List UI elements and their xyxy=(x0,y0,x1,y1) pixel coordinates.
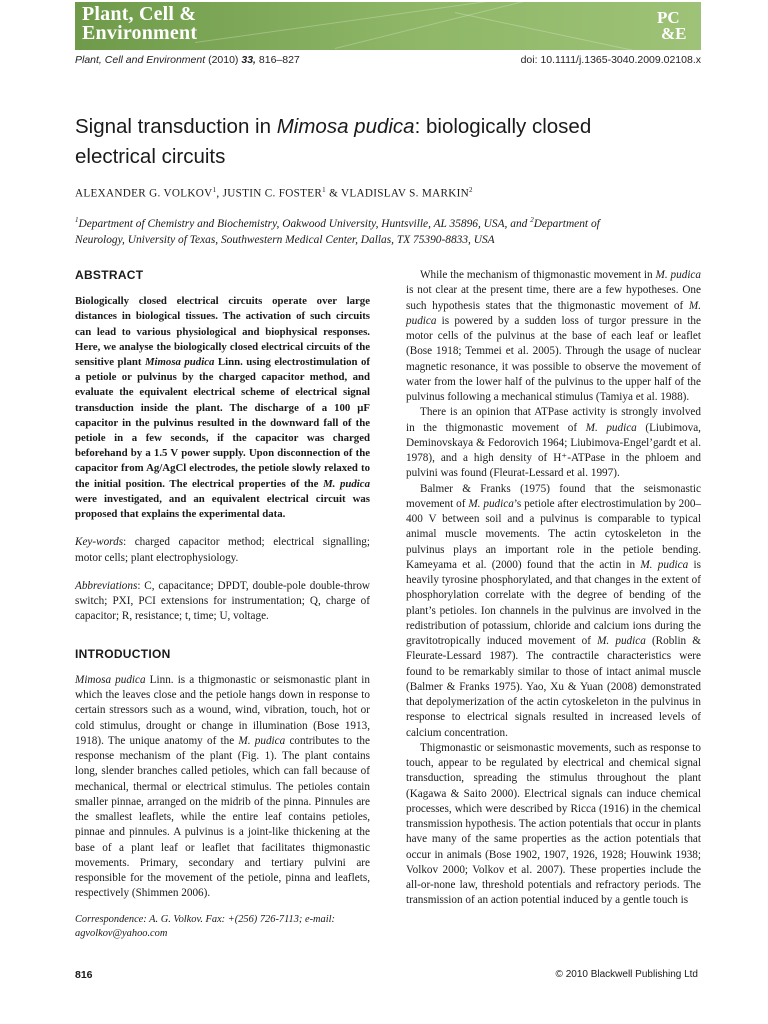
citation-journal: Plant, Cell and Environment xyxy=(75,54,206,66)
left-column xyxy=(75,268,370,941)
author-name: ALEXANDER G. VOLKOV xyxy=(75,187,213,200)
journal-name-line2: Environment xyxy=(82,22,198,44)
intro-species: Mimosa pudica xyxy=(75,673,146,686)
page-number: 816 xyxy=(75,969,93,981)
body-segment: While the mechanism of thigmonastic movement in xyxy=(420,269,656,281)
correspondence xyxy=(75,913,370,941)
body-segment: is heavily tyrosine phosphorylated, and that changes in the extent of phosphorylation correlate with the degree of bending of the plant’s petioles. Ion channels in the pulvinus are involved in the redistribution of potassium, chloride and calcium ions during the gravitotropically induced movement of xyxy=(406,558,701,647)
introduction-heading: INTRODUCTION xyxy=(75,646,171,661)
citation-pages: 816–827 xyxy=(258,54,300,66)
keywords xyxy=(75,535,370,566)
intro-segment: Linn. is a thigmonastic or seismonastic plant in which the leaves close and the petiole hangs down in response to certain stressors such as a wound, wind, vibration, touch, hot or cold stimulus, drought or change in illumination (Bose 1913, 1918). The unique anatomy of the xyxy=(75,673,370,747)
title-species: Mimosa pudica xyxy=(276,115,415,138)
affil-marker: 1 xyxy=(75,216,79,224)
body-paragraph xyxy=(406,482,701,741)
correspondence-label: Correspondence xyxy=(75,913,144,925)
body-species: M. pudica xyxy=(406,299,701,327)
author-name: & VLADISLAV S. MARKIN xyxy=(325,187,470,200)
body-segment: (Liubimova, Deminovskaya & Fedorovich 1964; Liubimova-Engel’gardt et al. 1978), and a high density of H⁺-ATPase in the phloem and pulvini was found (Fleurat-Lessard et al. 1997). xyxy=(406,421,701,480)
logo-pc-text: PC xyxy=(657,8,680,27)
journal-banner xyxy=(75,2,701,50)
body-species: M. pudica xyxy=(640,558,689,571)
doi-link[interactable]: doi: 10.1111/j.1365-3040.2009.02108.x xyxy=(520,54,701,66)
journal-name xyxy=(82,5,197,43)
introduction-paragraph xyxy=(75,673,370,902)
abstract-species: Mimosa pudica xyxy=(144,356,215,369)
title-part2: : biologically closed xyxy=(414,115,592,138)
body-segment: ’s petiole after electrostimulation by 200–400 V between soil and a pulvinus is comparable to typical animal muscle movements. The actin cytoskeleton in the pulvinus plays an important role in the petiole bending. Kameyama et al. (2000) found that the actin in xyxy=(406,497,702,571)
author-affil-marker: 1 xyxy=(322,186,326,194)
title-line2: electrical circuits xyxy=(75,145,226,168)
abbreviations-text: : C, capacitance; DPDT, double-pole double-throw switch; PXI, PCI extensions for instrumentation; Q, charge of capacitor; R, resistance; t, time; U, voltage. xyxy=(75,579,370,623)
author-affil-marker: 2 xyxy=(469,186,473,194)
leaf-vein-decoration xyxy=(335,2,685,49)
body-paragraph: Thigmonastic or seismonastic movements, such as response to touch, appear to be regulated by electrical and chemical signal transduction, spreading the stimulus throughout the plant (Kagawa & Saito 2000). Electrical signals can induce chemical processes, which were described by Ricca (1916) in the chemical transmission hypothesis. The action potentials that occur in plants have many of the same properties as the action potentials that occur in animals (Bose 1902, 1907, 1926, 1928; Houwink 1938; Volkov 2000; Volkov et al. 2007). These properties include the all-or-none law, threshold potentials and refractory periods. The transmission of an action potential induced by a gentle touch is xyxy=(406,741,701,907)
abstract-species: M. pudica xyxy=(323,477,371,490)
affil-text: Department of xyxy=(533,217,600,230)
body-species: M. pudica xyxy=(585,421,637,434)
abstract-segment: Linn. using electrostimulation of a petiole or pulvinus by the charged capacitor method, and evaluate the equivalent electrical scheme of electrical signal transduction inside the plant. The discharge of a 100 μF capacitor in the pulvinus resulted in the downward fall of the petiole in a few seconds, if the capacitor was charged beforehand by a 1.5 V power supply. Upon disconnection of the capacitor from Ag/AgCl electrodes, the petiole slowly relaxed to the initial position. The electrical properties of the xyxy=(75,356,370,490)
copyright-notice: © 2010 Blackwell Publishing Ltd xyxy=(555,969,698,980)
body-paragraph xyxy=(406,405,701,481)
title-part1: Signal transduction in xyxy=(75,115,277,138)
abstract-segment: Biologically closed electrical circuits operate over large distances in biological tissues. The activation of such circuits can lead to various physiological and biophysical responses. Here, we analyse the biologically closed electrical circuits of the sensitive plant xyxy=(75,295,370,369)
journal-logo xyxy=(657,10,691,44)
affil-text: Department of Chemistry and Biochemistry, Oakwood University, Huntsville, AL 35896, USA, and xyxy=(78,217,531,230)
abstract-heading: ABSTRACT xyxy=(75,268,144,282)
journal-citation xyxy=(75,54,300,66)
right-column xyxy=(406,268,701,909)
article-title xyxy=(75,112,715,172)
abstract-segment: were investigated, and an equivalent electrical circuit was proposed that explains the experimental data. xyxy=(75,492,370,521)
body-species: M. pudica xyxy=(597,635,646,647)
body-segment: There is an opinion that ATPase activity is strongly involved in the thigmonastic movement of xyxy=(406,406,701,434)
body-segment: Balmer & Franks (1975) found that the seismonastic movement of xyxy=(406,482,701,510)
abstract-text xyxy=(75,294,370,522)
affil-text: Neurology, University of Texas, Southwestern Medical Center, Dallas, TX 75390-8833, USA xyxy=(75,233,495,246)
abbreviations-label: Abbreviations xyxy=(75,579,138,592)
citation-year: (2010) xyxy=(208,54,239,66)
affil-marker: 2 xyxy=(530,216,534,224)
intro-segment: contributes to the response mechanism of the plant (Fig. 1). The plant contains long, slender branches called petioles, which can fall because of mechanical, thermal or electrical stimulus. The petioles contain smaller pinnae, arranged on the midrib of the pinna. Pinnules are the smallest leaflets, while the entire leaf contains petioles, pinnae and pinnules. A pulvinus is a joint-like thickening at the base of a plant leaf or leaflet that facilitates thigmonastic movements. Primary, secondary and tertiary pulvini are responsible for the movement of the petiole, pinna and leaflets, respectively (Shimmen 2006). xyxy=(75,734,370,900)
body-segment: (Roblin & Fleurate-Lessard 1987). The contractile characteristics were found to be remarkably similar to those of intact animal muscle (Balmer & Franks 1975). Yao, Xu & Yuan (2008) demonstrated that depolymerization of the actin cytoskeleton in the pulvinus in response to electrical signals resulted in increased levels of calcium concentration. xyxy=(406,635,701,739)
citation-volume: 33, xyxy=(241,54,256,66)
journal-name-line1: Plant, Cell & xyxy=(82,3,197,25)
keywords-text: : charged capacitor method; electrical signalling; motor cells; plant electrophysiology. xyxy=(75,536,370,564)
body-segment: is not clear at the present time, there are a few hypotheses. One such hypothesis states that the thigmonastic movement of xyxy=(406,284,701,312)
keywords-label: Key-words xyxy=(75,536,124,549)
author-name: , JUSTIN C. FOSTER xyxy=(216,187,323,200)
affiliations xyxy=(75,212,701,248)
abbreviations xyxy=(75,579,370,625)
author-list xyxy=(75,186,701,200)
correspondence-text: : A. G. Volkov. Fax: +(256) 726-7113; e-mail: agvolkov@yahoo.com xyxy=(75,913,335,939)
logo-e-text: &E xyxy=(661,24,687,43)
body-segment: is powered by a sudden loss of turgor pressure in the motor cells of the pulvinus at the base of each leaf or leaflet (Bose 1918; Temmei et al. 2005). Through the usage of nuclear magnetic resonance, it was possible to observe the movement of water from the lower half of the pulvinus to the upper half of the pulvinus following a mechanical stimulus (Tamiya et al. 1988). xyxy=(406,314,701,403)
body-paragraph xyxy=(406,268,701,405)
author-affil-marker: 1 xyxy=(212,186,217,194)
body-species: M. pudica xyxy=(655,269,701,281)
intro-species: M. pudica xyxy=(238,734,286,747)
body-species: M. pudica xyxy=(468,497,514,510)
